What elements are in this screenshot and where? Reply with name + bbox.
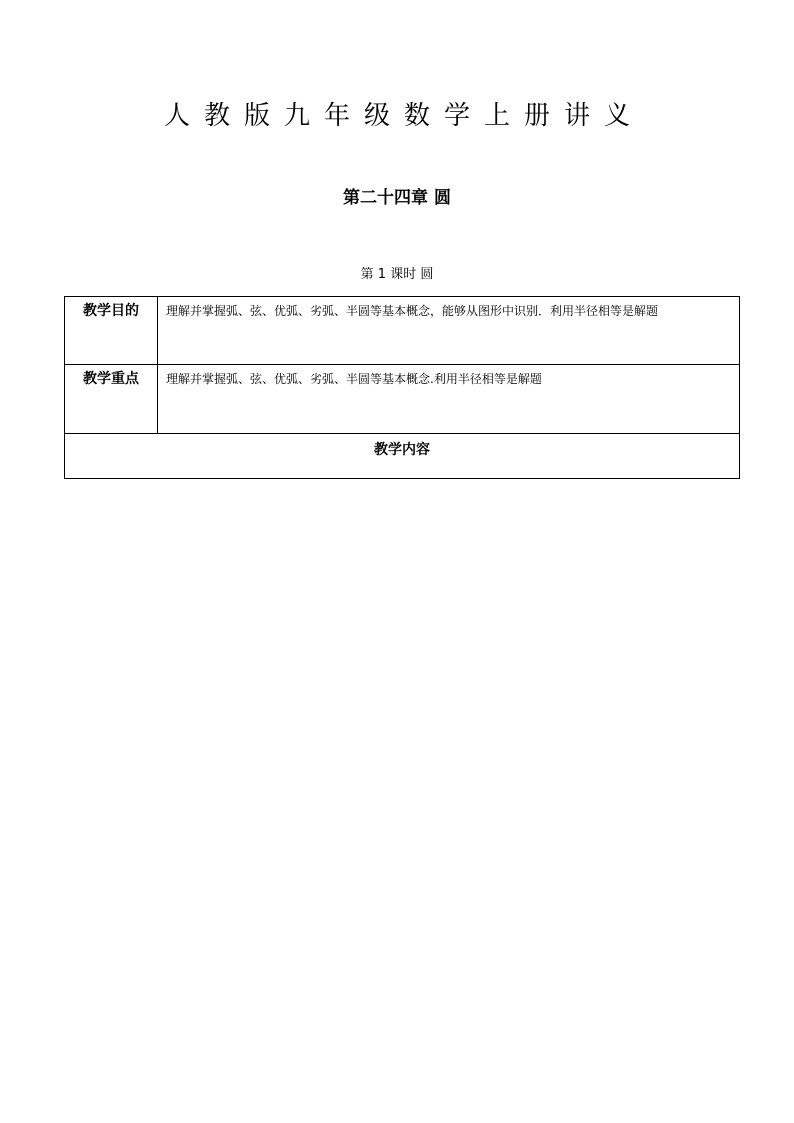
- objective-label: 教学目的: [65, 297, 158, 365]
- table-row-content: [65, 434, 740, 479]
- table-row-focus: [65, 365, 740, 434]
- focus-label: 教学重点: [65, 365, 158, 434]
- document-title: 人教版九年级数学上册讲义: [163, 101, 644, 131]
- chapter-title: 第二十四章 圆: [343, 188, 451, 208]
- focus-text: 理解并掌握弧、弦、优弧、劣弧、半圆等基本概念.利用半径相等是解题: [158, 365, 740, 434]
- lesson-title: 第 1 课时 圆: [360, 267, 434, 282]
- lesson-info-table: [64, 296, 740, 479]
- table-row-objective: [65, 297, 740, 365]
- objective-text: 理解并掌握弧、弦、优弧、劣弧、半圆等基本概念，能够从图形中识别．利用半径相等是解题: [158, 297, 740, 365]
- content-header: 教学内容: [65, 434, 740, 479]
